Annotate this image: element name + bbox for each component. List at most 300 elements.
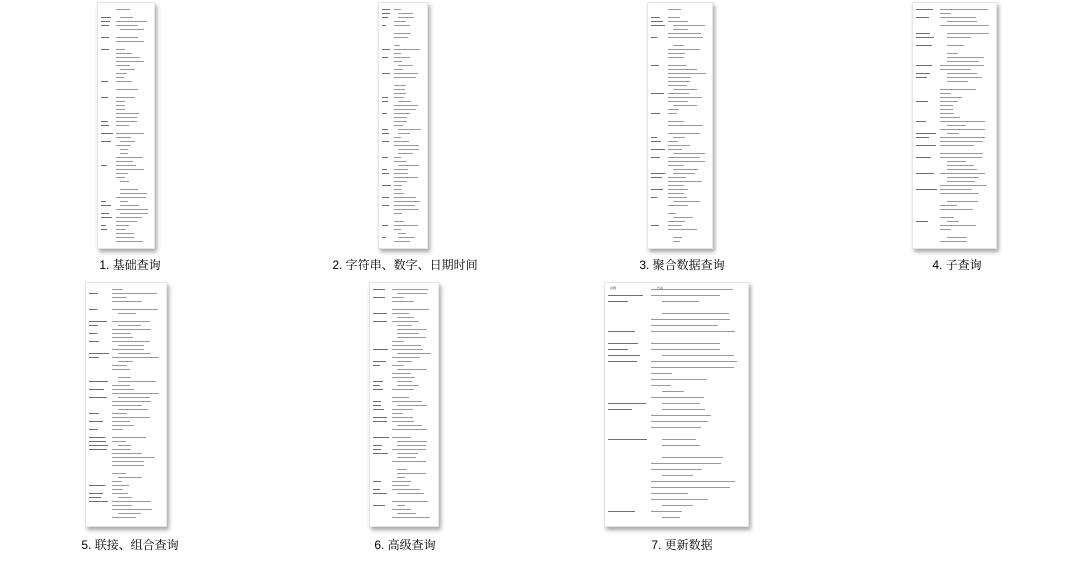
text-line <box>89 353 109 354</box>
text-line <box>382 101 388 102</box>
text-line <box>940 129 985 130</box>
text-line <box>668 109 679 110</box>
text-line <box>112 481 122 482</box>
text-line <box>916 145 936 146</box>
text-line <box>394 125 403 126</box>
text-line <box>101 97 108 98</box>
text-line <box>397 477 405 478</box>
text-line <box>112 501 151 502</box>
text-line <box>112 369 130 370</box>
text-line <box>940 101 958 102</box>
text-line <box>118 513 141 514</box>
text-line <box>651 295 720 296</box>
text-line <box>668 133 700 134</box>
text-line <box>394 73 418 74</box>
text-line <box>916 121 926 122</box>
text-line <box>398 65 413 66</box>
text-line <box>392 389 414 390</box>
text-line <box>940 145 974 146</box>
text-line <box>397 329 427 330</box>
text-line <box>392 481 411 482</box>
text-line <box>608 439 647 440</box>
text-line <box>392 397 409 398</box>
text-line <box>947 45 964 46</box>
text-line <box>116 229 126 230</box>
text-line <box>916 101 928 102</box>
text-line <box>392 365 404 366</box>
file-caption-6[interactable]: 6. 高级查询 <box>374 538 436 552</box>
text-line <box>940 93 951 94</box>
text-line <box>651 481 735 482</box>
text-line <box>947 73 977 74</box>
text-line <box>392 429 427 430</box>
text-line <box>112 333 131 334</box>
text-line <box>668 9 681 10</box>
text-line <box>397 333 419 334</box>
text-line <box>392 489 420 490</box>
text-line <box>947 181 975 182</box>
text-line <box>947 81 968 82</box>
text-line <box>112 393 159 394</box>
text-line <box>373 449 381 450</box>
text-line <box>916 65 932 66</box>
text-line <box>662 313 729 314</box>
text-line <box>392 449 426 450</box>
text-line <box>118 409 148 410</box>
text-line <box>398 149 419 150</box>
text-line <box>101 25 109 26</box>
text-line <box>940 157 982 158</box>
text-line <box>668 145 690 146</box>
document-preview <box>913 3 996 248</box>
text-line <box>668 205 688 206</box>
text-line <box>89 325 98 326</box>
text-line <box>668 157 700 158</box>
text-line <box>112 349 144 350</box>
text-line <box>116 61 144 62</box>
text-line <box>392 309 429 310</box>
text-line <box>940 185 987 186</box>
text-line <box>382 157 388 158</box>
text-line <box>668 73 706 74</box>
text-line <box>947 37 971 38</box>
text-line <box>116 89 138 90</box>
text-line <box>112 437 146 438</box>
text-line <box>392 301 414 302</box>
text-line <box>668 113 677 114</box>
text-line <box>651 177 662 178</box>
text-line <box>651 289 733 290</box>
text-line <box>89 429 98 430</box>
text-line <box>394 205 415 206</box>
text-line <box>673 241 680 242</box>
text-line <box>940 241 967 242</box>
text-line <box>382 225 388 226</box>
text-line <box>940 229 951 230</box>
text-line <box>382 205 389 206</box>
text-line <box>112 465 144 466</box>
text-line <box>101 201 106 202</box>
text-line <box>651 25 665 26</box>
text-line <box>120 149 128 150</box>
text-line <box>112 329 151 330</box>
text-line <box>397 405 427 406</box>
text-line <box>608 301 628 302</box>
text-line <box>116 53 132 54</box>
text-line <box>89 321 107 322</box>
text-line <box>916 157 931 158</box>
text-line <box>394 25 410 26</box>
text-line <box>651 379 707 380</box>
text-line <box>394 241 410 242</box>
text-line <box>112 453 142 454</box>
text-line <box>947 169 977 170</box>
text-line <box>89 397 107 398</box>
text-line <box>116 125 129 126</box>
text-line <box>112 309 158 310</box>
text-line <box>101 213 109 214</box>
text-line <box>916 77 927 78</box>
text-line <box>940 17 976 18</box>
text-line <box>116 37 138 38</box>
file-thumbnail-6[interactable] <box>369 282 439 527</box>
text-line <box>394 197 416 198</box>
text-line <box>116 165 136 166</box>
text-line <box>947 201 978 202</box>
text-line <box>651 37 657 38</box>
text-line <box>668 213 676 214</box>
text-line <box>112 297 127 298</box>
text-line <box>947 221 959 222</box>
text-line <box>394 121 407 122</box>
text-line <box>112 413 127 414</box>
text-line <box>116 73 127 74</box>
text-line <box>916 137 929 138</box>
text-line <box>382 25 386 26</box>
file-thumbnail-3[interactable] <box>647 2 713 249</box>
text-line <box>373 401 381 402</box>
text-line <box>116 241 143 242</box>
text-line <box>651 487 730 488</box>
text-line <box>940 113 954 114</box>
text-line <box>651 17 660 18</box>
file-caption-2[interactable]: 2. 字符串、数字、日期时间 <box>332 258 478 272</box>
text-line <box>651 173 665 174</box>
text-line <box>397 353 431 354</box>
text-line <box>673 169 698 170</box>
text-line <box>940 69 971 70</box>
text-line <box>101 217 112 218</box>
text-line <box>394 193 404 194</box>
text-line <box>118 353 151 354</box>
text-line <box>116 57 140 58</box>
text-line <box>382 129 388 130</box>
text-line <box>394 97 404 98</box>
text-line <box>392 401 422 402</box>
text-line <box>662 517 680 518</box>
text-line <box>947 125 966 126</box>
text-line <box>668 57 684 58</box>
text-line <box>940 65 984 66</box>
text-line <box>608 331 635 332</box>
text-line <box>947 61 979 62</box>
text-line <box>120 141 135 142</box>
text-line <box>668 49 700 50</box>
text-line <box>116 145 131 146</box>
text-line <box>398 101 411 102</box>
text-line <box>394 181 407 182</box>
text-line <box>116 133 144 134</box>
text-line <box>916 173 934 174</box>
text-line <box>112 321 150 322</box>
text-line <box>112 517 136 518</box>
text-line <box>668 161 705 162</box>
text-line <box>608 511 635 512</box>
text-line <box>89 293 98 294</box>
text-line <box>608 343 638 344</box>
text-line <box>118 381 156 382</box>
text-line <box>394 157 401 158</box>
text-line <box>662 475 693 476</box>
text-line <box>382 9 390 10</box>
text-line <box>392 357 420 358</box>
text-line <box>394 213 402 214</box>
text-line <box>112 341 150 342</box>
text-line <box>382 13 390 14</box>
text-line <box>394 169 408 170</box>
text-line <box>373 421 387 422</box>
text-line <box>662 355 734 356</box>
text-line <box>394 161 407 162</box>
text-line <box>668 77 691 78</box>
text-line <box>668 193 684 194</box>
text-line <box>668 221 685 222</box>
text-line <box>394 137 401 138</box>
text-line <box>940 25 989 26</box>
text-line <box>373 321 387 322</box>
text-line <box>89 389 104 390</box>
text-line <box>651 469 702 470</box>
text-line <box>398 13 413 14</box>
text-line <box>651 189 663 190</box>
text-line <box>392 289 428 290</box>
text-line <box>651 141 661 142</box>
text-line <box>947 57 984 58</box>
text-line <box>118 477 142 478</box>
text-line <box>668 181 702 182</box>
text-line <box>116 81 132 82</box>
text-line <box>673 89 697 90</box>
text-line <box>116 173 128 174</box>
text-line <box>398 153 413 154</box>
text-line <box>101 37 109 38</box>
text-line <box>101 17 111 18</box>
text-line <box>116 197 146 198</box>
text-line <box>668 93 689 94</box>
text-line <box>397 293 427 294</box>
text-line <box>940 89 976 90</box>
text-line <box>608 361 637 362</box>
text-line <box>392 409 413 410</box>
text-line <box>89 381 108 382</box>
text-line <box>397 441 427 442</box>
text-line <box>651 325 718 326</box>
text-line <box>394 225 418 226</box>
text-line <box>947 21 977 22</box>
text-line <box>394 21 406 22</box>
text-line <box>382 141 389 142</box>
text-line <box>120 17 133 18</box>
text-line <box>112 385 130 386</box>
text-line <box>608 295 643 296</box>
text-line <box>394 37 408 38</box>
text-line <box>651 319 730 320</box>
text-line <box>373 381 383 382</box>
text-line <box>668 177 686 178</box>
text-line <box>651 499 708 500</box>
file-caption-3[interactable]: 3. 聚合数据查询 <box>639 258 725 272</box>
text-line <box>651 385 671 386</box>
file-thumbnail-7[interactable] <box>604 282 749 527</box>
file-caption-7[interactable]: 7. 更新数据 <box>651 538 713 552</box>
text-line <box>392 349 423 350</box>
text-line <box>392 461 426 462</box>
text-line <box>120 213 148 214</box>
text-line <box>916 17 929 18</box>
text-line <box>101 21 110 22</box>
file-caption-4[interactable]: 4. 子查询 <box>932 258 982 272</box>
text-line <box>382 237 386 238</box>
text-line <box>651 197 657 198</box>
text-line <box>118 325 141 326</box>
text-line <box>394 229 401 230</box>
file-caption-1[interactable]: 1. 基础查询 <box>99 258 161 272</box>
text-line <box>673 45 684 46</box>
text-line <box>916 189 937 190</box>
text-line <box>940 137 985 138</box>
text-line <box>116 25 138 26</box>
text-line <box>116 237 134 238</box>
text-line <box>397 325 412 326</box>
text-line <box>392 485 409 486</box>
text-line <box>651 397 704 398</box>
text-line <box>397 505 405 506</box>
text-line <box>397 513 416 514</box>
text-line <box>373 437 389 438</box>
text-line <box>651 361 737 362</box>
text-line <box>116 225 129 226</box>
text-line <box>662 439 696 440</box>
text-line <box>89 437 105 438</box>
text-line <box>89 493 103 494</box>
text-line <box>394 177 418 178</box>
text-line <box>651 343 720 344</box>
text-line <box>382 113 387 114</box>
text-line <box>397 425 422 426</box>
text-line <box>394 45 400 46</box>
text-line <box>116 161 133 162</box>
document-preview <box>648 3 712 248</box>
text-line <box>112 337 133 338</box>
text-line <box>89 309 97 310</box>
text-line <box>112 429 123 430</box>
text-line <box>662 457 723 458</box>
text-line <box>116 9 130 10</box>
text-line <box>916 37 934 38</box>
file-caption-5[interactable]: 5. 联接、组合查询 <box>81 538 179 552</box>
text-line <box>947 177 979 178</box>
text-line <box>116 113 139 114</box>
text-line <box>394 109 416 110</box>
text-line <box>940 97 962 98</box>
text-line <box>662 445 700 446</box>
text-line <box>668 189 688 190</box>
text-line <box>394 33 411 34</box>
text-line <box>651 421 708 422</box>
file-thumbnail-5[interactable] <box>85 282 167 527</box>
text-line <box>118 313 136 314</box>
text-line <box>89 333 97 334</box>
text-line <box>112 401 151 402</box>
text-line <box>668 53 685 54</box>
text-line <box>392 313 409 314</box>
text-line <box>398 133 410 134</box>
text-line <box>940 153 983 154</box>
text-line <box>116 233 134 234</box>
text-line <box>394 9 401 10</box>
text-line <box>394 89 405 90</box>
text-line <box>89 497 101 498</box>
text-line <box>668 97 702 98</box>
text-line <box>89 445 108 446</box>
text-line <box>916 9 933 10</box>
file-thumbnail-2[interactable] <box>378 2 428 249</box>
text-line <box>394 57 410 58</box>
text-line <box>668 69 697 70</box>
text-line <box>940 117 960 118</box>
text-line <box>916 45 932 46</box>
file-thumbnail-1[interactable] <box>97 2 155 249</box>
text-line <box>382 57 388 58</box>
text-line <box>662 505 693 506</box>
text-line <box>668 33 701 34</box>
text-line <box>382 17 388 18</box>
text-line <box>947 161 966 162</box>
text-line <box>101 141 111 142</box>
text-line <box>112 505 132 506</box>
text-line <box>668 101 688 102</box>
text-line <box>397 385 419 386</box>
text-line <box>89 449 107 450</box>
text-line <box>382 73 390 74</box>
text-line <box>916 33 930 34</box>
text-line <box>947 33 989 34</box>
text-line <box>116 97 135 98</box>
text-line <box>916 221 928 222</box>
text-line <box>116 109 125 110</box>
text-line <box>392 373 411 374</box>
text-line <box>392 345 421 346</box>
text-line <box>89 441 106 442</box>
text-line <box>112 389 134 390</box>
text-line <box>397 453 418 454</box>
text-line <box>101 121 108 122</box>
text-line <box>116 177 125 178</box>
file-thumbnail-4[interactable] <box>912 2 997 249</box>
text-line <box>651 113 660 114</box>
text-line <box>651 65 659 66</box>
text-line <box>940 13 951 14</box>
